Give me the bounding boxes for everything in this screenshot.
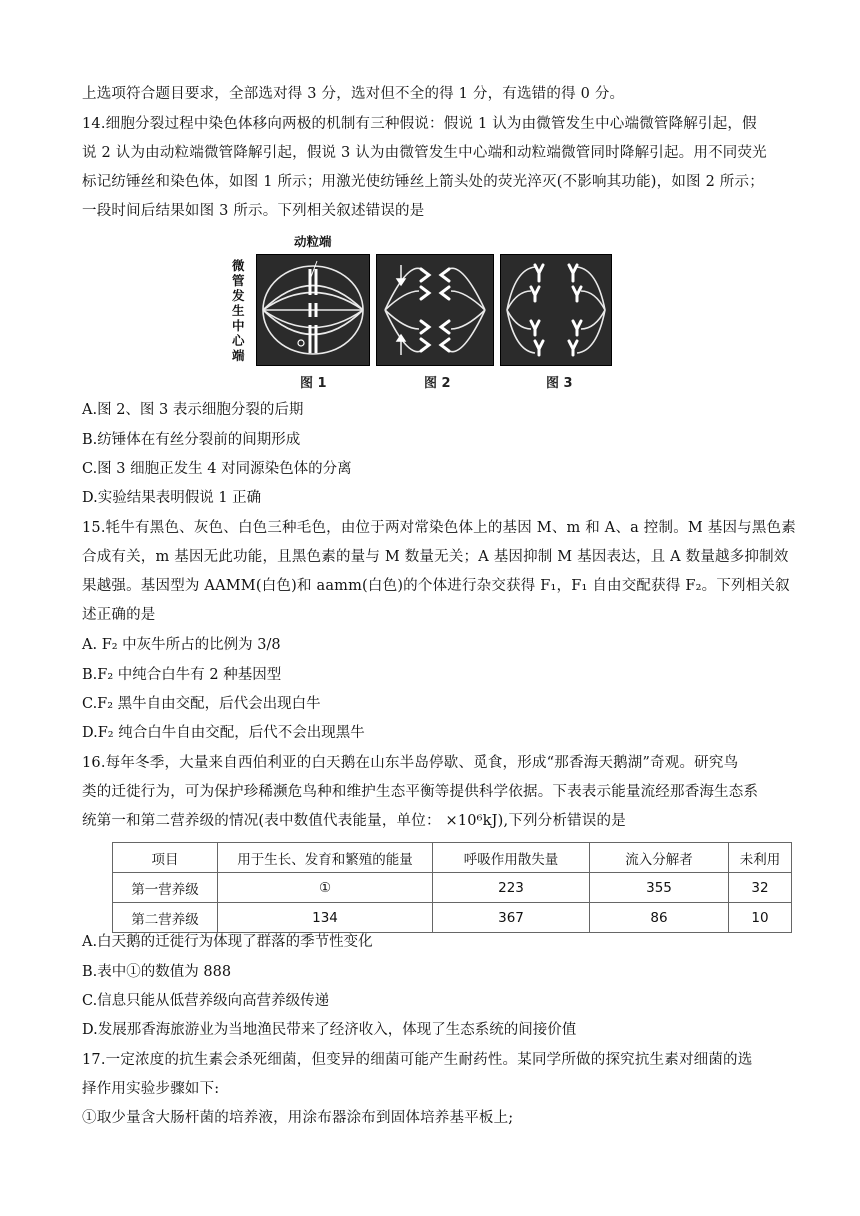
q14-figure — [228, 230, 628, 394]
q16-line-1: 16.每年冬季，大量来自西伯利亚的白天鹅在山东半岛停歇、觅食，形成“那香海天鹅湖”奇观。研究鸟 — [82, 755, 739, 771]
table-cell: 第一营养级 — [113, 873, 218, 903]
table-header-cell: 未利用 — [729, 843, 792, 873]
table-row — [113, 903, 792, 933]
q17-line-1: 17.一定浓度的抗生素会杀死细菌，但变异的细菌可能产生耐药性。某同学所做的探究抗生素对细菌的选 — [82, 1052, 753, 1068]
q15-line-4: 述正确的是 — [82, 607, 156, 623]
table-cell: 10 — [729, 903, 792, 933]
figure-3-caption: 图 3 — [546, 376, 573, 391]
energy-flow-table — [112, 842, 792, 933]
q16-line-2: 类的迁徙行为，可为保护珍稀濒危鸟种和维护生态平衡等提供科学依据。下表表示能量流经那香海生态系 — [82, 784, 759, 800]
table-header-cell: 用于生长、发育和繁殖的能量 — [218, 843, 433, 873]
q14-option-c: C.图 3 细胞正发生 4 对同源染色体的分离 — [82, 461, 352, 477]
figure-1-panel — [256, 254, 370, 366]
q15-line-2: 合成有关，m 基因无此功能，且黑色素的量与 M 数量无关；A 基因抑制 M 基因表达，且 A 数量越多抑制效 — [82, 549, 789, 565]
q14-option-d: D.实验结果表明假说 1 正确 — [82, 490, 262, 506]
table-cell: 86 — [590, 903, 729, 933]
q16-line-3: 统第一和第二营养级的情况(表中数值代表能量，单位： ×10⁶kJ),下列分析错误的是 — [82, 813, 626, 829]
q16-option-a: A.白天鹅的迁徙行为体现了群落的季节性变化 — [82, 934, 373, 950]
figure-2-caption: 图 2 — [424, 376, 451, 391]
q15-option-b: B.F₂ 中纯合白牛有 2 种基因型 — [82, 667, 282, 683]
q14-option-a: A.图 2、图 3 表示细胞分裂的后期 — [82, 402, 304, 418]
q14-line-2: 说 2 认为由动粒端微管降解引起，假说 3 认为由微管发生中心端和动粒端微管同时降解引起。用不同荧光 — [82, 145, 767, 161]
figure-1-caption: 图 1 — [300, 376, 327, 391]
q15-line-1: 15.牦牛有黑色、灰色、白色三种毛色，由位于两对常染色体上的基因 M、m 和 A、a 控制。M 基因与黑色素 — [82, 520, 796, 536]
table-cell: 355 — [590, 873, 729, 903]
table-cell: 367 — [433, 903, 590, 933]
table-cell: ① — [218, 873, 433, 903]
table-row — [113, 873, 792, 903]
q14-line-3: 标记纺锤丝和染色体，如图 1 所示；用激光使纺锤丝上箭头处的荧光淬灭(不影响其功能)，如图 2 所示； — [82, 174, 764, 190]
table-cell: 第二营养级 — [113, 903, 218, 933]
spindle-diagram-2 — [377, 255, 493, 365]
mtoc-end-label: 微管发生中心端 — [232, 258, 245, 363]
spindle-diagram-1 — [257, 255, 369, 365]
q16-option-b: B.表中①的数值为 888 — [82, 964, 232, 980]
table-cell: 32 — [729, 873, 792, 903]
q15-option-a: A. F₂ 中灰牛所占的比例为 3/8 — [82, 637, 281, 653]
q15-option-c: C.F₂ 黑牛自由交配，后代会出现白牛 — [82, 696, 321, 712]
kinetochore-end-label: 动粒端 — [294, 234, 332, 249]
q15-line-3: 果越强。基因型为 AAMM(白色)和 aamm(白色)的个体进行杂交获得 F₁，F₁ 自由交配获得 F₂。下列相关叙 — [82, 578, 790, 594]
table-cell: 223 — [433, 873, 590, 903]
table-header-cell: 呼吸作用散失量 — [433, 843, 590, 873]
spindle-diagram-3 — [501, 255, 611, 365]
q16-option-c: C.信息只能从低营养级向高营养级传递 — [82, 993, 330, 1009]
q15-option-d: D.F₂ 纯合白牛自由交配，后代不会出现黑牛 — [82, 725, 365, 741]
figure-2-panel — [376, 254, 494, 366]
intro-line: 上选项符合题目要求，全部选对得 3 分，选对但不全的得 1 分，有选错的得 0 分。 — [82, 86, 625, 102]
table-header-cell: 流入分解者 — [590, 843, 729, 873]
table-header-cell: 项目 — [113, 843, 218, 873]
table-cell: 134 — [218, 903, 433, 933]
figure-3-panel — [500, 254, 612, 366]
table-header-row — [113, 843, 792, 873]
q14-line-4: 一段时间后结果如图 3 所示。下列相关叙述错误的是 — [82, 203, 425, 219]
q17-line-2: 择作用实验步骤如下: — [82, 1081, 220, 1097]
q14-option-b: B.纺锤体在有丝分裂前的间期形成 — [82, 432, 301, 448]
q17-line-3: ①取少量含大肠杆菌的培养液，用涂布器涂布到固体培养基平板上; — [82, 1110, 514, 1126]
q14-line-1: 14.细胞分裂过程中染色体移向两极的机制有三种假说：假说 1 认为由微管发生中心端微管降解引起，假 — [82, 116, 757, 132]
q16-option-d: D.发展那香海旅游业为当地渔民带来了经济收入，体现了生态系统的间接价值 — [82, 1022, 577, 1038]
